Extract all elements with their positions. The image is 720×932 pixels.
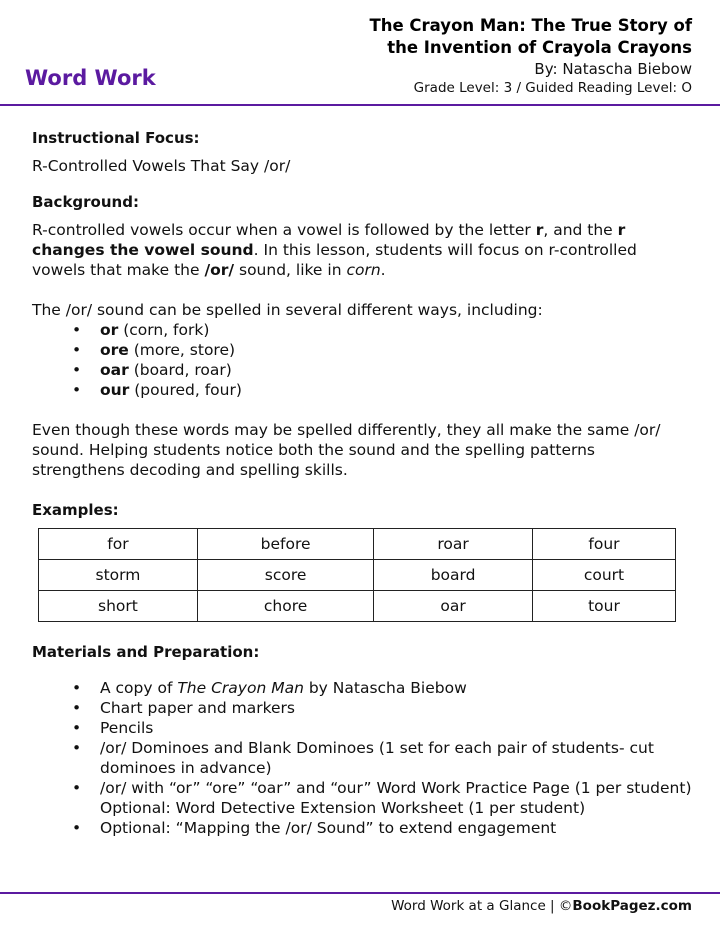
brand-name: BookPagez.com <box>572 898 692 914</box>
background-paragraph-3: Even though these words may be spelled differently, they all make the same /or/ sound. Helping students notice both the sound and the spelling patterns strengthens decoding and spelling skills. <box>32 421 661 479</box>
list-item: • our (poured, four) <box>72 381 242 399</box>
header-divider <box>0 104 720 106</box>
table-cell: score <box>197 560 373 591</box>
list-item: • /or/ with “or” “ore” “oar” and “our” Word Work Practice Page (1 per student) Optional: Word Detective Extension Worksheet (1 per student) <box>72 779 692 817</box>
table-cell: storm <box>39 560 198 591</box>
table-row <box>39 560 676 591</box>
list-item: • Chart paper and markers <box>72 699 295 717</box>
materials-list <box>32 678 692 838</box>
grade-level: Grade Level: 3 / Guided Reading Level: O <box>413 80 692 96</box>
spelling-list <box>32 320 692 400</box>
materials-heading: Materials and Preparation: <box>32 643 260 661</box>
book-title-line2: the Invention of Crayola Crayons <box>387 38 692 57</box>
table-cell: board <box>374 560 533 591</box>
page-footer: Word Work at a Glance | ©BookPagez.com <box>391 898 692 914</box>
table-cell: court <box>532 560 675 591</box>
table-row <box>39 591 676 622</box>
page-content <box>32 128 692 838</box>
examples-heading: Examples: <box>32 501 119 519</box>
table-cell: tour <box>532 591 675 622</box>
list-item: • A copy of The Crayon Man by Natascha Biebow <box>72 679 467 697</box>
background-paragraph-1: R-controlled vowels occur when a vowel is followed by the letter r, and the r changes the vowel sound. In this lesson, students will focus on r-controlled vowels that make the /or/ sound, like in corn. <box>32 221 637 279</box>
table-cell: short <box>39 591 198 622</box>
table-cell: oar <box>374 591 533 622</box>
list-item: • ore (more, store) <box>72 341 236 359</box>
book-info <box>370 15 693 97</box>
page-header <box>0 0 720 106</box>
table-cell: chore <box>197 591 373 622</box>
background-paragraph-2: The /or/ sound can be spelled in several different ways, including: <box>32 301 543 319</box>
background-heading: Background: <box>32 193 139 211</box>
table-cell: roar <box>374 529 533 560</box>
focus-text: R-Controlled Vowels That Say /or/ <box>32 157 291 175</box>
list-item: • Pencils <box>72 719 154 737</box>
book-title-line1: The Crayon Man: The True Story of <box>369 16 692 35</box>
table-cell: for <box>39 529 198 560</box>
list-item: • or (corn, fork) <box>72 321 210 339</box>
table-cell: before <box>197 529 373 560</box>
list-item: • /or/ Dominoes and Blank Dominoes (1 set for each pair of students- cut dominoes in advance) <box>72 739 654 777</box>
list-item: • Optional: “Mapping the /or/ Sound” to extend engagement <box>72 819 557 837</box>
focus-heading: Instructional Focus: <box>32 129 200 147</box>
table-cell: four <box>532 529 675 560</box>
section-label: Word Work <box>25 66 156 90</box>
footer-divider <box>0 892 720 894</box>
book-author: By: Natascha Biebow <box>534 60 692 78</box>
list-item: • oar (board, roar) <box>72 361 232 379</box>
examples-table <box>38 528 676 622</box>
table-row <box>39 529 676 560</box>
